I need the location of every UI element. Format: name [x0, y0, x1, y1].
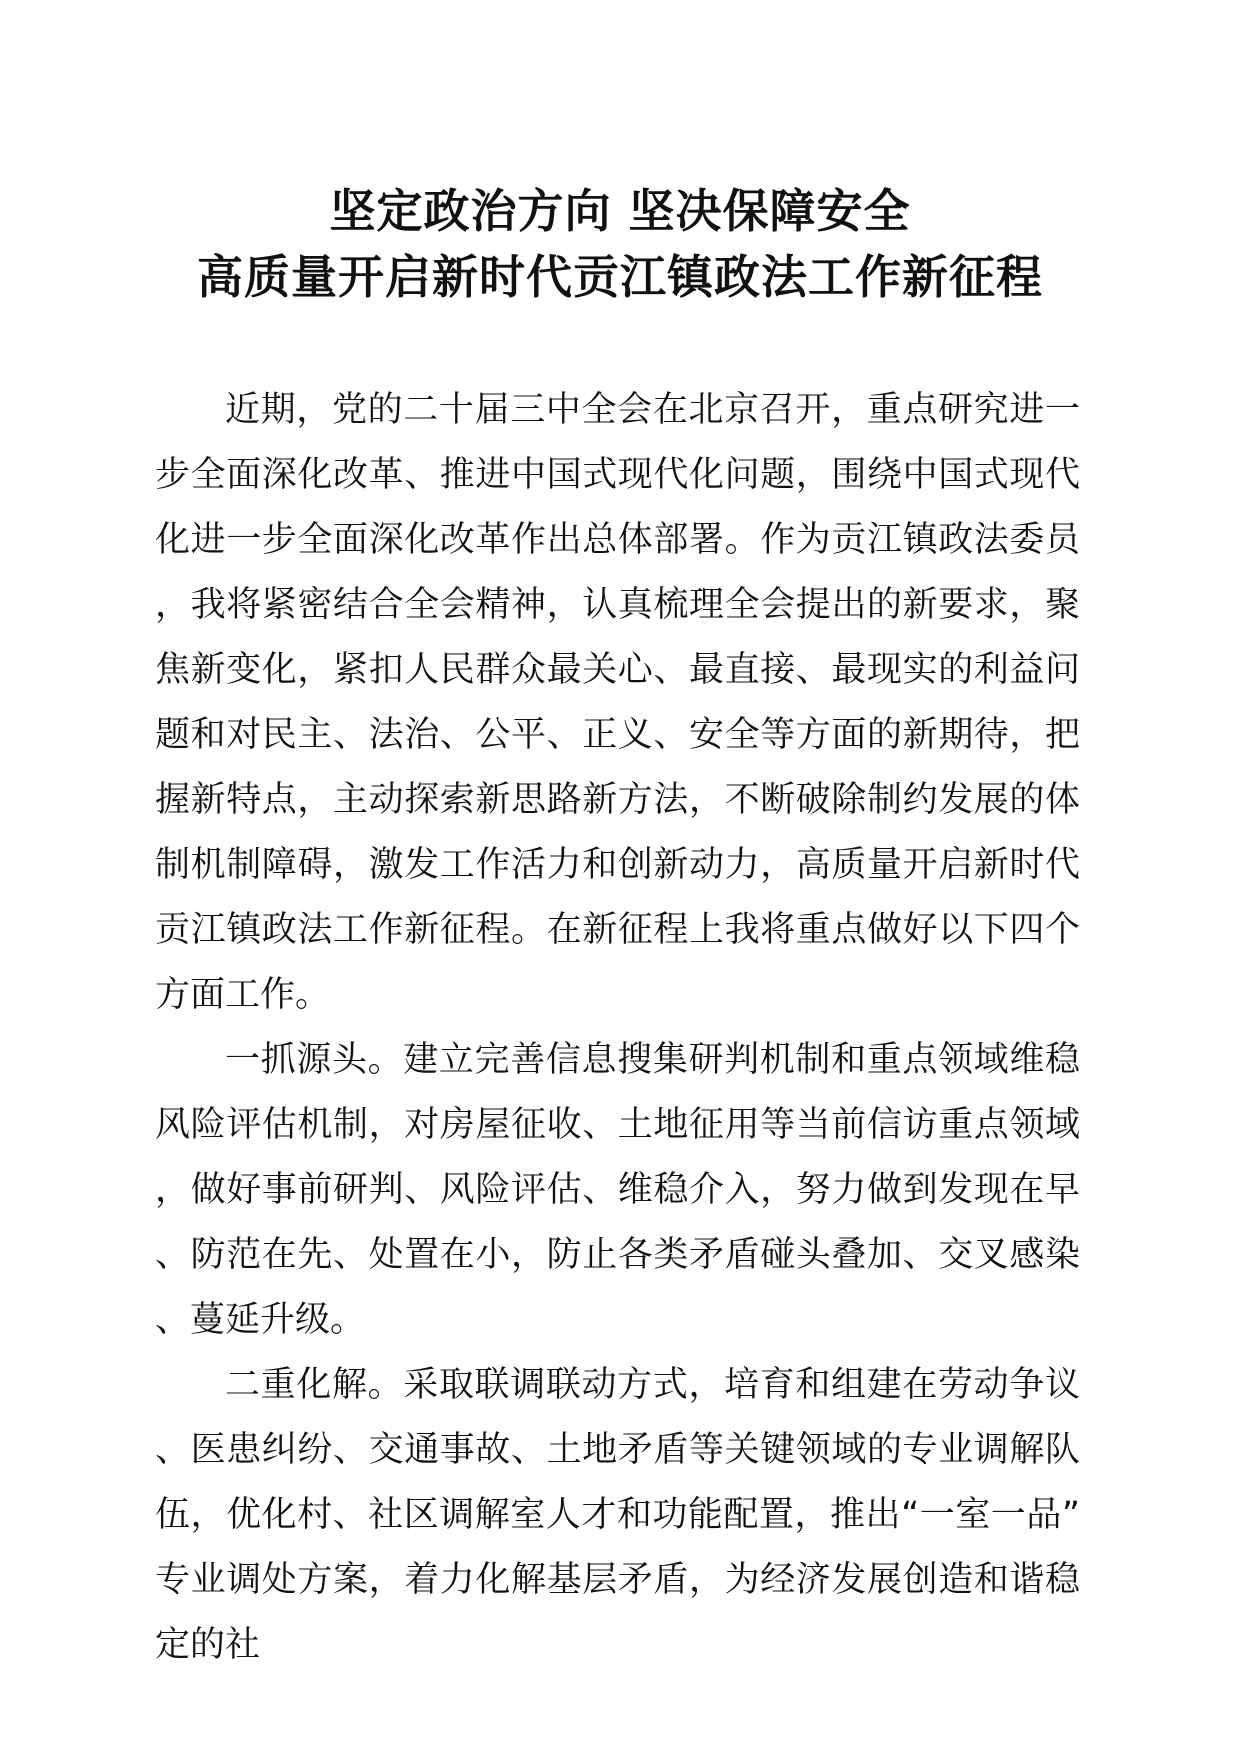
paragraph-mediation: 二重化解。采取联调联动方式，培育和组建在劳动争议、医患纠纷、交通事故、土地矛盾等关键领域的专业调解队伍，优化村、社区调解室人才和功能配置，推出“一室一品”专业调处方案，着力化解基层矛盾，为经济发展创造和谐稳定的社: [155, 1365, 1080, 1665]
title-line-1: 坚定政治方向 坚决保障安全: [329, 184, 911, 238]
document-body: [155, 378, 1080, 1678]
document-title: [0, 178, 1240, 310]
title-line-2: 高质量开启新时代贡江镇政法工作新征程: [197, 250, 1043, 304]
paragraph-source-control: 一抓源头。建立完善信息搜集研判机制和重点领域维稳风险评估机制，对房屋征收、土地征用等当前信访重点领域，做好事前研判、风险评估、维稳介入，努力做到发现在早、防范在先、处置在小，防止各类矛盾碰头叠加、交叉感染、蔓延升级。: [155, 1040, 1080, 1340]
paragraph-intro: 近期，党的二十届三中全会在北京召开，重点研究进一步全面深化改革、推进中国式现代化问题，围绕中国式现代化进一步全面深化改革作出总体部署。作为贡江镇政法委员，我将紧密结合全会精神，认真梳理全会提出的新要求，聚焦新变化，紧扣人民群众最关心、最直接、最现实的利益问题和对民主、法治、公平、正义、安全等方面的新期待，把握新特点，主动探索新思路新方法，不断破除制约发展的体制机制障碍，激发工作活力和创新动力，高质量开启新时代贡江镇政法工作新征程。在新征程上我将重点做好以下四个方面工作。: [155, 390, 1080, 1015]
